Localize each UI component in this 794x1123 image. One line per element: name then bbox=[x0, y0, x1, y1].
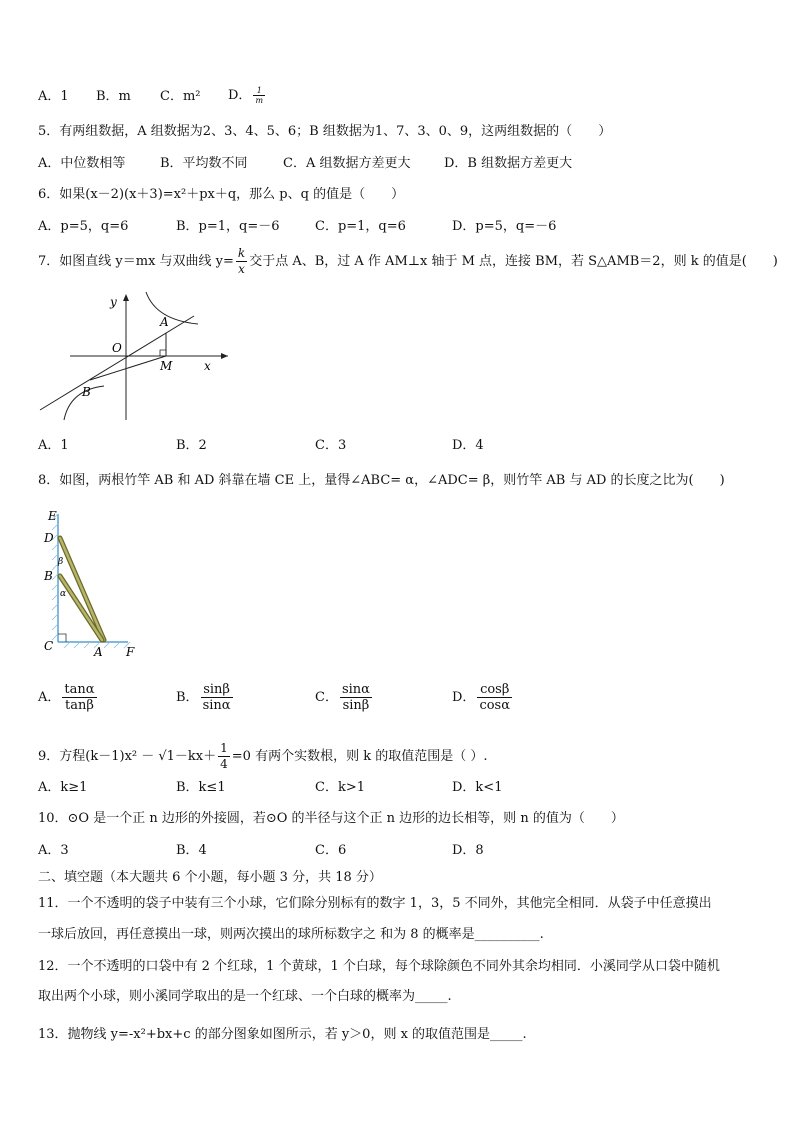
q11-line1: 11．一个不透明的袋子中装有三个小球，它们除分别标有的数字 1，3，5 不同外，其他完全相同．从袋子中任意摸出 bbox=[38, 896, 712, 911]
fraction-numerator: cosβ bbox=[477, 682, 512, 698]
fraction-numerator: 1 bbox=[220, 741, 228, 755]
q13-line1: 13．抛物线 y=-x²+bx+c 的部分图象如图所示，若 y＞0，则 x 的取值范围是_____. bbox=[38, 1027, 527, 1042]
q8-stem: 8．如图，两根竹竿 AB 和 AD 斜靠在墙 CE 上，量得∠ABC= α，∠ADC= β，则竹竿 AB 与 AD 的长度之比为( ) bbox=[38, 473, 725, 488]
q9-option-d: D．k<1 bbox=[452, 780, 503, 795]
label-a: A bbox=[94, 645, 103, 658]
fraction-numerator: sinα bbox=[341, 682, 370, 697]
q6-option-a: A．p=5，q=6 bbox=[38, 219, 129, 234]
q8-option-b-label: B． bbox=[176, 690, 199, 705]
label-c: C bbox=[44, 639, 54, 653]
q5-stem: 5．有两组数据，A 组数据为2、3、4、5、6；B 组数据为1、7、3、0、9，这两组数据的（ ） bbox=[38, 124, 612, 139]
section-heading: 二、填空题（本大题共 6 个小题，每小题 3 分，共 18 分） bbox=[38, 870, 382, 885]
q7-option-c: C．3 bbox=[315, 438, 347, 453]
q11-line2: 一球后放回，再任意摸出一球，则两次摸出的球所标数字之 和为 8 的概率是__________. bbox=[38, 927, 544, 942]
label-beta: β bbox=[58, 557, 64, 567]
fraction-numerator: 1 bbox=[253, 86, 265, 96]
q8-option-a-label: A． bbox=[38, 690, 61, 705]
hyperbola-branch-upper bbox=[146, 292, 198, 324]
q12-line2: 取出两个小球，则小溪同学取出的是一个红球、一个白球的概率为_____. bbox=[38, 989, 452, 1004]
label-a: A bbox=[160, 315, 169, 329]
q9-option-a: A．k≥1 bbox=[38, 780, 88, 795]
q8-option-b bbox=[176, 682, 235, 713]
fraction-denominator: tanβ bbox=[65, 698, 94, 713]
q9-option-b: B．k≤1 bbox=[176, 780, 226, 795]
q7-stem-part1: 7．如图直线 y＝mx 与双曲线 y= bbox=[38, 254, 234, 269]
q4-option-c: C．m² bbox=[160, 89, 201, 104]
q4-option-b: B．m bbox=[96, 89, 131, 104]
q8-figure bbox=[38, 508, 148, 658]
q10-option-d: D．8 bbox=[452, 843, 484, 858]
label-d: D bbox=[44, 531, 54, 545]
q5-option-b: B．平均数不同 bbox=[160, 156, 248, 171]
label-e: E bbox=[48, 509, 57, 523]
q6-option-b: B．p=1，q=－6 bbox=[176, 219, 280, 234]
q5-option-a: A．中位数相等 bbox=[38, 156, 126, 171]
q8-option-c bbox=[315, 682, 374, 713]
fraction-denominator: sinα bbox=[202, 698, 231, 713]
label-o: O bbox=[112, 341, 122, 355]
fraction-denominator: m bbox=[255, 96, 264, 105]
fraction-numerator: k bbox=[237, 246, 246, 260]
fraction-denominator: sinβ bbox=[342, 698, 370, 713]
q7-stem bbox=[38, 246, 778, 277]
q9-stem-part1: 9．方程(k－1)x² － √1－kx＋ bbox=[38, 749, 217, 764]
q12-line1: 12．一个不透明的口袋中有 2 个红球，1 个黄球，1 个白球，每个球除颜色不同外其余均相同．小溪同学从口袋中随机 bbox=[38, 959, 720, 974]
q7-stem-part2: 交于点 A、B，过 A 作 AM⊥x 轴于 M 点，连接 BM，若 S△AMB＝2，则 k 的值是( ) bbox=[249, 254, 778, 269]
fraction-denominator: x bbox=[238, 262, 245, 276]
q5-option-d: D．B 组数据方差更大 bbox=[444, 156, 573, 171]
q8-option-a bbox=[38, 682, 99, 713]
q9-stem-part2: =0 有两个实数根，则 k 的取值范围是（ ）. bbox=[231, 749, 488, 764]
x-axis-arrow bbox=[221, 353, 228, 359]
q9-stem bbox=[38, 741, 487, 772]
right-angle-mark bbox=[160, 350, 166, 356]
right-angle-c bbox=[58, 634, 66, 642]
label-m: M bbox=[160, 359, 173, 373]
q7-option-a: A．1 bbox=[38, 438, 69, 453]
q6-option-d: D．p=5，q=－6 bbox=[452, 219, 557, 234]
q8-option-b-fraction bbox=[201, 682, 233, 713]
q4-option-d-label: D． bbox=[228, 88, 252, 103]
fraction-numerator: tanα bbox=[64, 682, 95, 697]
q6-option-c: C．p=1，q=6 bbox=[315, 219, 406, 234]
q8-option-d-fraction bbox=[477, 682, 512, 713]
label-y: y bbox=[110, 295, 117, 309]
segment-bm bbox=[90, 356, 166, 380]
q9-fraction bbox=[218, 741, 230, 772]
q10-option-a: A．3 bbox=[38, 843, 69, 858]
q4-option-a: A．1 bbox=[38, 89, 69, 104]
q10-option-c: C．6 bbox=[315, 843, 347, 858]
label-b: B bbox=[44, 569, 53, 583]
q7-option-b: B．2 bbox=[176, 438, 207, 453]
q8-option-d-label: D． bbox=[452, 690, 476, 705]
fraction-numerator: sinβ bbox=[201, 682, 233, 698]
q8-option-d bbox=[452, 682, 514, 713]
q4-option-d bbox=[228, 86, 267, 105]
q8-option-c-label: C． bbox=[315, 690, 338, 705]
q6-stem: 6．如果(x－2)(x＋3)=x²＋px＋q，那么 p、q 的值是（ ） bbox=[38, 187, 405, 202]
label-f: F bbox=[126, 645, 135, 658]
q10-option-b: B．4 bbox=[176, 843, 207, 858]
label-x: x bbox=[204, 359, 211, 373]
y-axis-arrow bbox=[123, 294, 129, 301]
q7-figure bbox=[38, 290, 233, 425]
q7-fraction bbox=[236, 246, 247, 277]
q10-stem: 10．⊙O 是一个正 n 边形的外接圆，若⊙O 的半径与这个正 n 边形的边长相等，则 n 的值为（ ） bbox=[38, 811, 624, 826]
fraction-denominator: cosα bbox=[479, 698, 510, 713]
q8-option-a-fraction bbox=[62, 682, 96, 713]
fraction-denominator: 4 bbox=[220, 757, 228, 771]
q8-option-c-fraction bbox=[340, 682, 372, 713]
q5-option-c: C．A 组数据方差更大 bbox=[283, 156, 411, 171]
label-b: B bbox=[82, 385, 91, 399]
q9-option-c: C．k>1 bbox=[315, 780, 365, 795]
q7-option-d: D．4 bbox=[452, 438, 484, 453]
label-alpha: α bbox=[60, 589, 67, 599]
q4-option-d-fraction bbox=[253, 86, 265, 105]
